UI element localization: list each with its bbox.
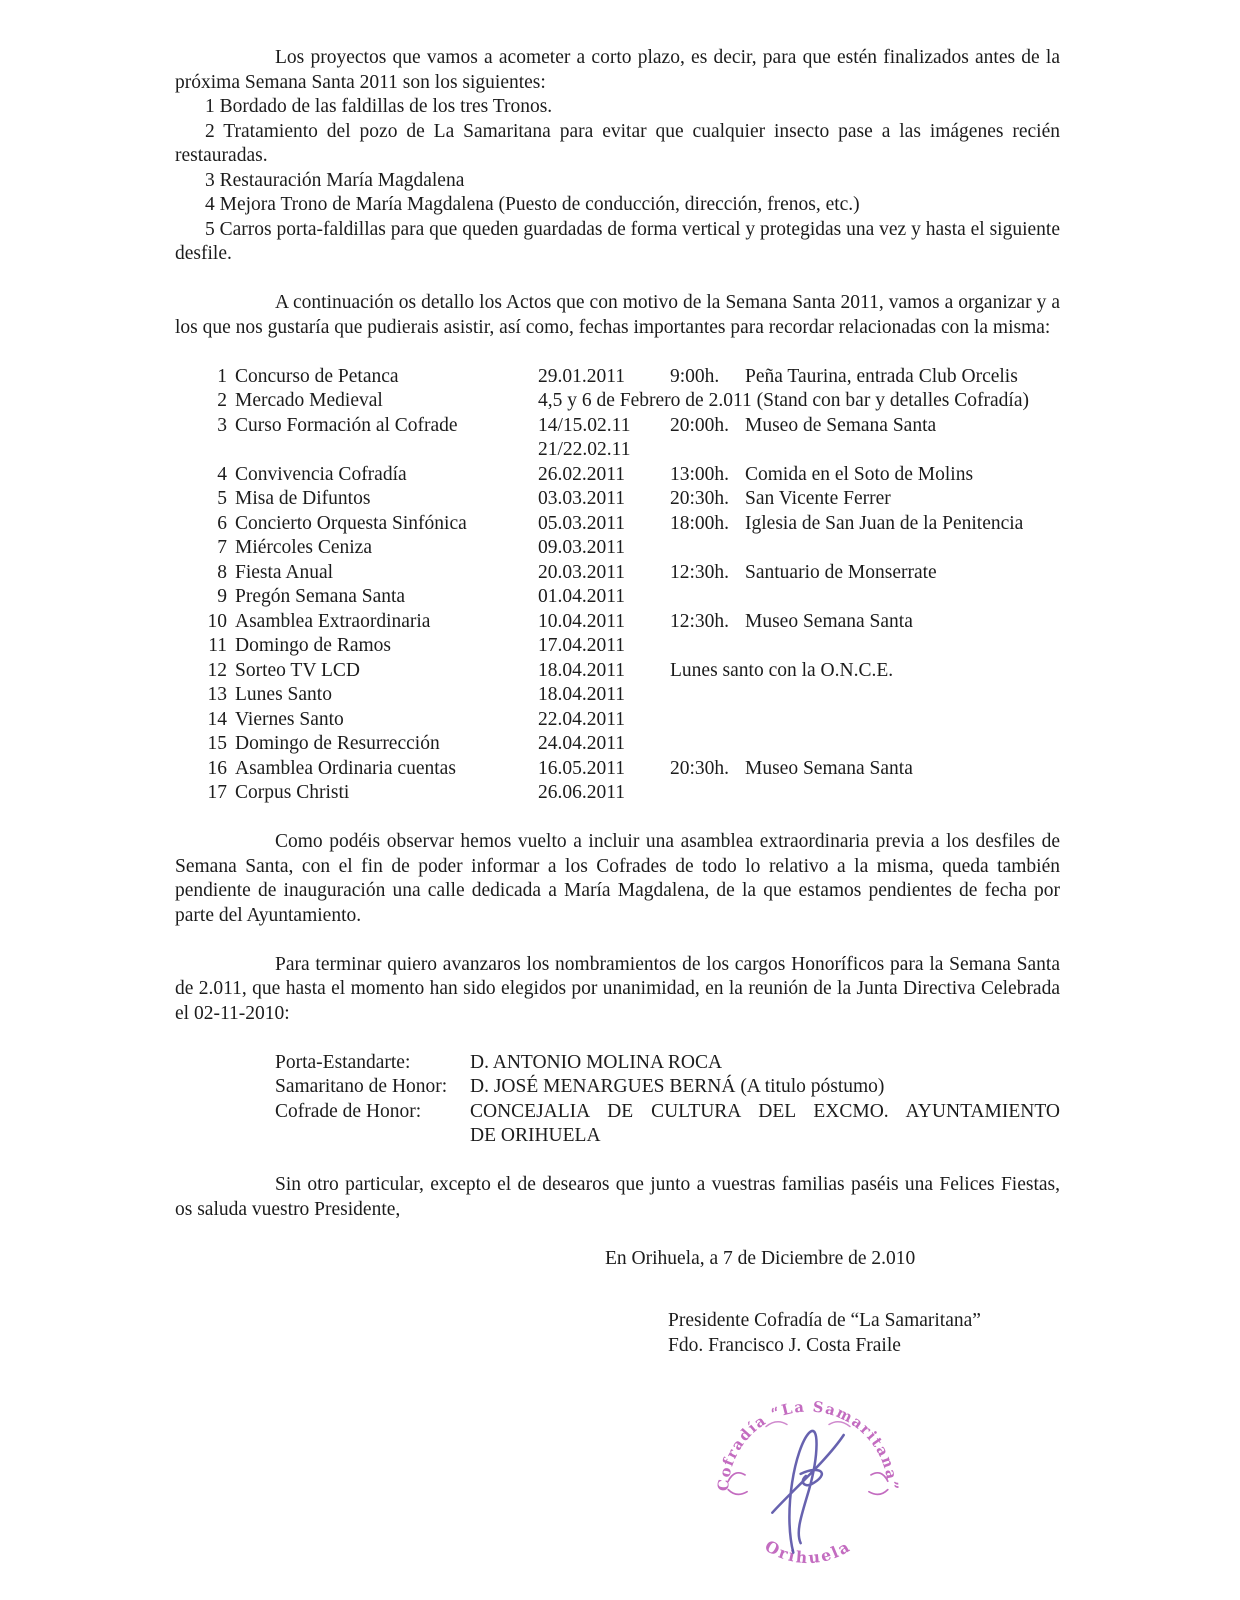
- event-name: Viernes Santo: [235, 708, 344, 730]
- event-number: 10: [207, 610, 227, 632]
- event-time: [670, 732, 745, 757]
- appointment-row: [275, 1100, 1060, 1149]
- seal-bottom-textpath: Orihuela: [761, 1536, 855, 1568]
- event-location: [745, 659, 1060, 684]
- event-number: 9: [217, 586, 227, 607]
- event-row: [175, 659, 1060, 684]
- event-number: 15: [207, 733, 227, 754]
- event-time: 9:00h.: [670, 365, 720, 387]
- event-time: 20:00h.: [670, 414, 730, 436]
- event-date: 26.02.2011: [538, 463, 626, 485]
- event-number: 3: [217, 414, 227, 436]
- event-number: 1: [217, 365, 227, 387]
- event-location: [745, 781, 1060, 806]
- event-time: [670, 389, 745, 414]
- event-location: Iglesia de San Juan de la Penitencia: [745, 512, 1024, 534]
- event-row: [175, 585, 1060, 610]
- event-location: [745, 536, 1060, 561]
- appointment-label: Cofrade de Honor:: [275, 1100, 422, 1122]
- cofradia-seal: [703, 1372, 913, 1584]
- event-date: 29.01.2011: [538, 365, 626, 387]
- event-number: 11: [208, 635, 227, 656]
- event-date: 18.04.2011: [538, 684, 626, 705]
- event-row: [175, 414, 1060, 439]
- seal-bottom-label: [762, 1536, 855, 1567]
- event-date: 22.04.2011: [538, 708, 626, 730]
- event-row: [175, 536, 1060, 561]
- event-time: 12:30h.: [670, 610, 730, 632]
- event-date: 26.06.2011: [538, 782, 626, 803]
- event-row: [175, 683, 1060, 708]
- signature-title-line: Presidente Cofradía de “La Samaritana”: [668, 1310, 981, 1331]
- event-number: 7: [217, 537, 227, 558]
- event-number: 6: [217, 512, 227, 534]
- event-time: [670, 634, 745, 659]
- event-row: [175, 561, 1060, 586]
- event-date: 20.03.2011: [538, 561, 626, 583]
- appointments-block: [275, 1051, 1060, 1149]
- event-location: [745, 585, 1060, 610]
- event-name: Lunes Santo: [235, 684, 332, 705]
- event-number: 13: [207, 684, 227, 705]
- project-item: 2 Tratamiento del pozo de La Samaritana para evitar que cualquier insecto pase a las imágenes recién restauradas.: [175, 120, 1060, 166]
- event-date: 01.04.2011: [538, 586, 626, 607]
- project-item: 5 Carros porta-faldillas para que queden guardadas de forma vertical y protegidas una vez y hasta el siguiente desfile.: [175, 218, 1060, 264]
- event-name: Convivencia Cofradía: [235, 463, 407, 485]
- event-time: [670, 536, 745, 561]
- events-table: [175, 365, 1060, 806]
- event-time: [670, 683, 745, 708]
- event-name: Pregón Semana Santa: [235, 586, 406, 607]
- event-name: Mercado Medieval: [235, 390, 383, 411]
- event-time: 18:00h.: [670, 512, 730, 534]
- project-item: 4 Mejora Trono de María Magdalena (Puesto de conducción, dirección, frenos, etc.): [205, 194, 860, 215]
- appointments-intro-paragraph: Para terminar quiero avanzaros los nombramientos de los cargos Honoríficos para la Semana Santa de 2.011, que hasta el momento han sido elegidos por unanimidad, en la reunión de la Junta Directiva Celebrada el 02-11-2010:: [175, 953, 1060, 1024]
- event-row: [175, 732, 1060, 757]
- seal-inner-flourish-icon: [766, 1422, 850, 1427]
- event-number: 4: [217, 463, 227, 485]
- event-location: Museo Semana Santa: [745, 757, 913, 779]
- assembly-paragraph: Como podéis observar hemos vuelto a incluir una asamblea extraordinaria previa a los desfiles de Semana Santa, con el fin de poder informar a los Cofrades de todo lo relativo a la misma, queda también pendiente de inauguración una calle dedicada a María Magdalena, de la que estamos pendientes de fecha por parte del Ayuntamiento.: [175, 831, 1060, 926]
- events-intro-paragraph: A continuación os detallo los Actos que con motivo de la Semana Santa 2011, vamos a organizar y a los que nos gustaría que pudierais asistir, así como, fechas importantes para recordar relacionadas con la misma:: [175, 292, 1060, 338]
- seal-graphic: [703, 1372, 913, 1582]
- appointment-value-line1: CONCEJALIA DE CULTURA DEL EXCMO. AYUNTAMIENTO: [470, 1100, 1060, 1122]
- event-number: 8: [217, 561, 227, 583]
- appointment-value: [470, 1100, 1060, 1149]
- event-time: [670, 781, 745, 806]
- project-item: 3 Restauración María Magdalena: [205, 169, 465, 191]
- event-date: 14/15.02.11: [538, 414, 631, 436]
- event-location: San Vicente Ferrer: [745, 488, 891, 509]
- event-date: 09.03.2011: [538, 537, 626, 558]
- event-name: Domingo de Ramos: [235, 635, 391, 656]
- event-time: Lunes santo con la O.N.C.E.: [670, 659, 894, 681]
- event-time: [670, 585, 745, 610]
- event-number: 2: [217, 390, 227, 411]
- projects-list: [175, 95, 1060, 267]
- event-date: 24.04.2011: [538, 733, 626, 754]
- appointment-value: D. JOSÉ MENARGUES BERNÁ (A titulo póstumo): [470, 1076, 885, 1097]
- event-time: 12:30h.: [670, 561, 730, 583]
- event-location: [745, 389, 1060, 414]
- event-date: 4,5 y 6 de Febrero de 2.011 (Stand con bar y detalles Cofradía): [538, 390, 1029, 411]
- event-row: [175, 365, 1060, 390]
- event-number: 16: [207, 757, 227, 779]
- project-item: 1 Bordado de las faldillas de los tres Tronos.: [205, 96, 553, 117]
- event-number: [175, 438, 227, 463]
- appointment-label: Porta-Estandarte:: [275, 1051, 411, 1073]
- event-time: 20:30h.: [670, 488, 730, 509]
- event-date: 18.04.2011: [538, 659, 626, 681]
- event-number: 14: [207, 708, 227, 730]
- event-date: 10.04.2011: [538, 610, 626, 632]
- event-name: Misa de Difuntos: [235, 488, 371, 509]
- event-location: [745, 708, 1060, 733]
- event-name: Concurso de Petanca: [235, 365, 399, 387]
- event-row: [175, 438, 1060, 463]
- event-date: 05.03.2011: [538, 512, 626, 534]
- event-location: Peña Taurina, entrada Club Orcelis: [745, 365, 1018, 387]
- appointment-value-line2: DE ORIHUELA: [470, 1125, 601, 1146]
- signature-block: [668, 1309, 1060, 1358]
- event-row: [175, 487, 1060, 512]
- event-location: [745, 634, 1060, 659]
- event-name: Domingo de Resurrección: [235, 733, 440, 754]
- event-name: Fiesta Anual: [235, 561, 334, 583]
- event-number: 12: [207, 659, 227, 681]
- event-row: [175, 781, 1060, 806]
- appointment-row: [275, 1051, 1060, 1076]
- event-name: [227, 438, 538, 463]
- event-name: Miércoles Ceniza: [235, 537, 372, 558]
- event-time: 20:30h.: [670, 757, 730, 779]
- appointment-value: D. ANTONIO MOLINA ROCA: [470, 1051, 723, 1073]
- event-row: [175, 708, 1060, 733]
- event-location: [745, 732, 1060, 757]
- place-date-line: En Orihuela, a 7 de Diciembre de 2.010: [605, 1247, 916, 1269]
- event-location: Comida en el Soto de Molins: [745, 463, 974, 485]
- event-date: 17.04.2011: [538, 635, 626, 656]
- event-number: 5: [217, 488, 227, 509]
- event-name: Sorteo TV LCD: [235, 659, 360, 681]
- event-date: 21/22.02.11: [538, 439, 631, 460]
- event-date: 03.03.2011: [538, 488, 626, 509]
- farewell-paragraph: Sin otro particular, excepto el de desearos que junto a vuestras familias paséis una Felices Fiestas, os saluda vuestro Presidente,: [175, 1174, 1060, 1220]
- appointment-label: Samaritano de Honor:: [275, 1076, 448, 1097]
- signature-name-line: Fdo. Francisco J. Costa Fraile: [668, 1334, 901, 1356]
- event-name: Asamblea Extraordinaria: [235, 610, 431, 632]
- event-location: Museo de Semana Santa: [745, 414, 937, 436]
- appointment-row: [275, 1075, 1060, 1100]
- event-name: Curso Formación al Cofrade: [235, 414, 458, 436]
- event-row: [175, 389, 1060, 414]
- event-time: [670, 438, 745, 463]
- event-number: 17: [207, 782, 227, 803]
- event-time: [670, 708, 745, 733]
- seal-arc-textpath: Cofradía “La Samaritana”: [714, 1398, 901, 1492]
- event-name: Corpus Christi: [235, 782, 350, 803]
- event-location: [745, 683, 1060, 708]
- event-row: [175, 463, 1060, 488]
- event-row: [175, 757, 1060, 782]
- event-row: [175, 634, 1060, 659]
- event-time: 13:00h.: [670, 463, 730, 485]
- event-name: Concierto Orquesta Sinfónica: [235, 512, 467, 534]
- handwritten-signature-icon: [772, 1431, 843, 1553]
- event-location: Santuario de Monserrate: [745, 561, 937, 583]
- event-name: Asamblea Ordinaria cuentas: [235, 757, 456, 779]
- intro-paragraph: Los proyectos que vamos a acometer a corto plazo, es decir, para que estén finalizados antes de la próxima Semana Santa 2011 son los siguientes:: [175, 47, 1060, 93]
- event-row: [175, 610, 1060, 635]
- event-date: 16.05.2011: [538, 757, 626, 779]
- event-location: [745, 438, 1060, 463]
- event-location: Museo Semana Santa: [745, 610, 913, 632]
- event-row: [175, 512, 1060, 537]
